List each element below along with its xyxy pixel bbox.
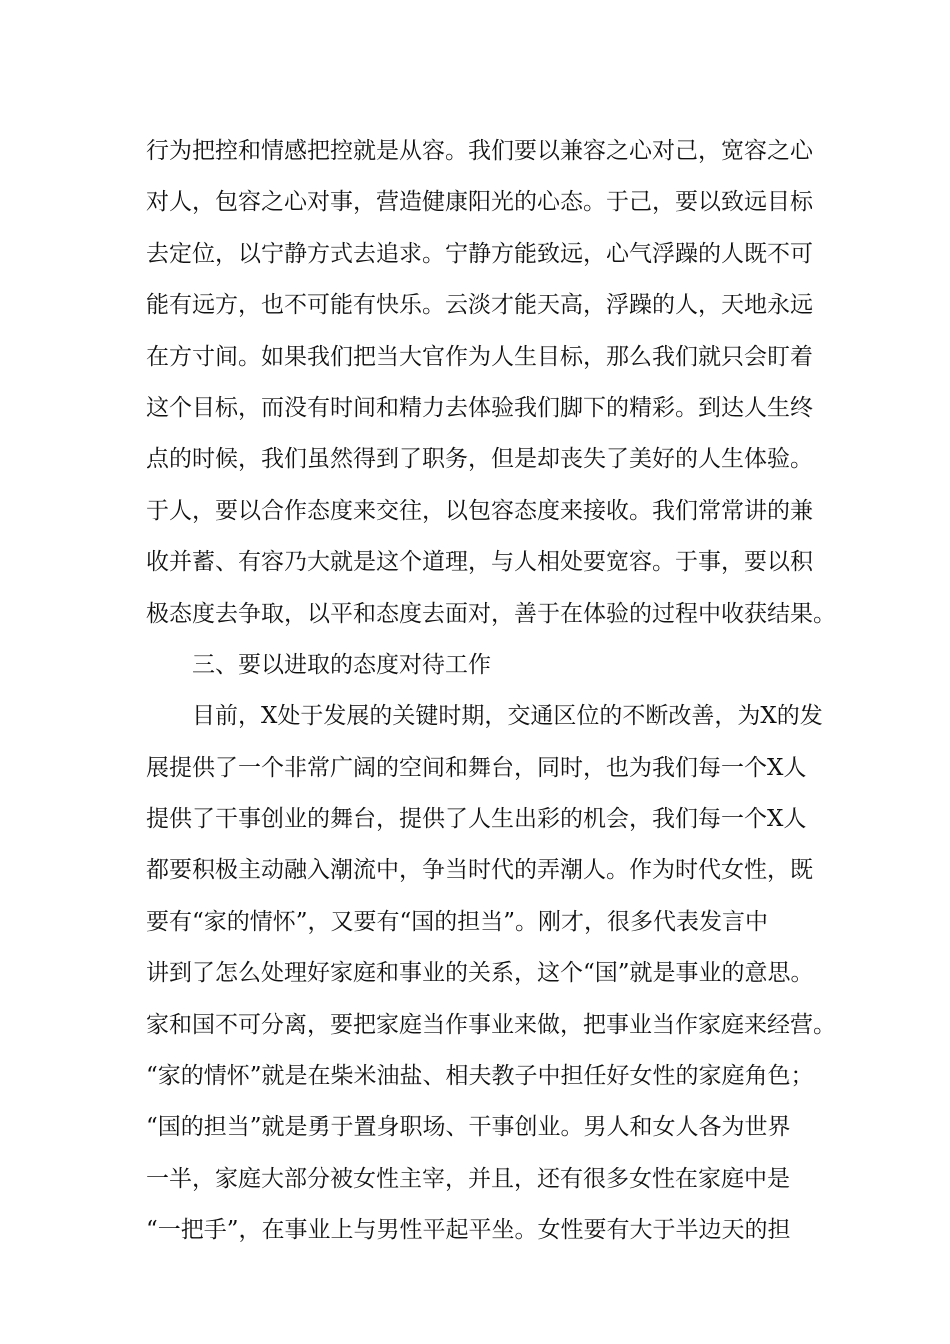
text-line: 能有远方，也不可能有快乐。云淡才能天高，浮躁的人，天地永远 [146,292,813,319]
text-line: 点的时候，我们虽然得到了职务，但是却丧失了美好的人生体验。 [146,446,813,473]
section-heading: 三、要以进取的态度对待工作 [192,651,491,678]
text-line: 于人，要以合作态度来交往，以包容态度来接收。我们常常讲的兼 [146,497,813,524]
text-line: 极态度去争取，以平和态度去面对，善于在体验的过程中收获结果。 [146,600,836,627]
body-text [146,126,836,1257]
text-line: “家的情怀”就是在柴米油盐、相夫教子中担任好女性的家庭角色； [146,1063,814,1090]
text-line: “一把手”，在事业上与男性平起平坐。女性要有大于半边天的担 [146,1217,791,1244]
text-line: 一半，家庭大部分被女性主宰，并且，还有很多女性在家庭中是 [146,1165,790,1192]
text-line: “国的担当”就是勇于置身职场、干事创业。男人和女人各为世界 [146,1114,791,1141]
text-line: 去定位，以宁静方式去追求。宁静方能致远，心气浮躁的人既不可 [146,240,813,267]
text-line: 这个目标，而没有时间和精力去体验我们脚下的精彩。到达人生终 [146,394,813,421]
text-line: 要有“家的情怀”，又要有“国的担当”。刚才，很多代表发言中 [146,908,769,935]
text-line: 对人，包容之心对事，营造健康阳光的心态。于己，要以致远目标 [146,189,813,216]
text-line: 提供了干事创业的舞台，提供了人生出彩的机会，我们每一个X人 [146,806,807,833]
text-line: 讲到了怎么处理好家庭和事业的关系，这个“国”就是事业的意思。 [146,960,814,987]
text-line: 展提供了一个非常广阔的空间和舞台，同时，也为我们每一个X人 [146,754,807,781]
text-line: 家和国不可分离，要把家庭当作事业来做，把事业当作家庭来经营。 [146,1011,836,1038]
text-line: 行为把控和情感把控就是从容。我们要以兼容之心对己，宽容之心 [146,138,813,164]
text-line: 收并蓄、有容乃大就是这个道理，与人相处要宽容。于事，要以积 [146,549,813,576]
text-line: 目前，X处于发展的关键时期，交通区位的不断改善，为X的发 [192,703,823,730]
text-line: 都要积极主动融入潮流中，争当时代的弄潮人。作为时代女性，既 [146,857,813,884]
text-line: 在方寸间。如果我们把当大官作为人生目标，那么我们就只会盯着 [146,343,813,370]
